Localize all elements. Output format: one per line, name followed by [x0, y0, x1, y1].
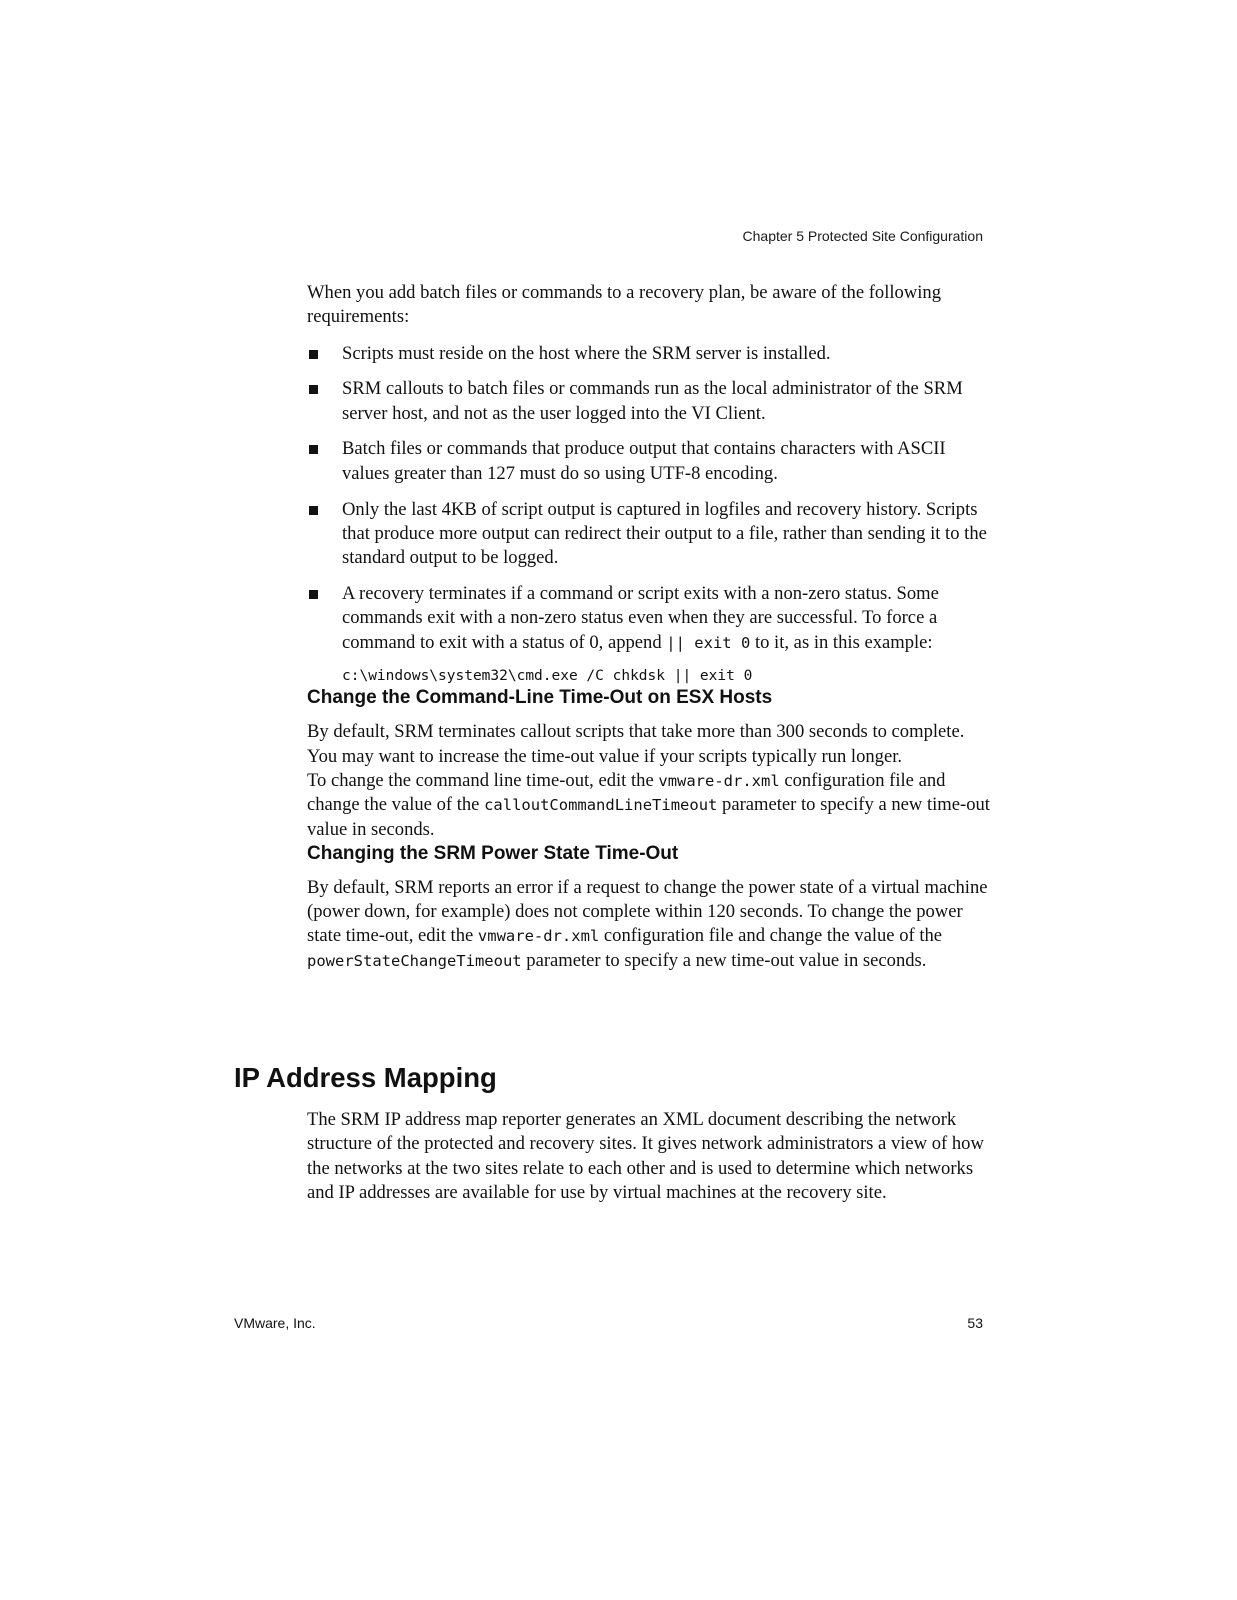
square-bullet-icon [309, 506, 318, 515]
power-paragraph [307, 876, 995, 973]
cmdline-paragraph-1: By default, SRM terminates callout scripts that take more than 300 seconds to complete. You may want to increase the time-out value if your scripts typically run longer. [307, 721, 965, 767]
list-item [307, 342, 995, 366]
list-item [307, 437, 995, 486]
cmdline-timeout-heading: Change the Command-Line Time-Out on ESX Hosts [307, 687, 773, 709]
footer-company: VMware, Inc. [234, 1315, 316, 1331]
running-header: Chapter 5 Protected Site Configuration [742, 228, 983, 244]
list-item [307, 498, 995, 571]
square-bullet-icon [309, 445, 318, 454]
inline-code: vmware-dr.xml [477, 927, 600, 946]
power-timeout-heading: Changing the SRM Power State Time-Out [307, 842, 679, 864]
inline-code: calloutCommandLineTimeout [484, 796, 718, 815]
list-item-text: to it, as in this example: [750, 631, 933, 653]
list-item [307, 377, 995, 426]
ip-mapping-heading: IP Address Mapping [234, 1062, 497, 1093]
square-bullet-icon [309, 385, 318, 394]
paragraph-text: To change the command line time-out, edit the [307, 769, 659, 791]
cmdline-paragraph-2 [307, 769, 995, 842]
code-example: c:\windows\system32\cmd.exe /C chkdsk || exit 0 [342, 668, 753, 685]
paragraph-text: parameter to specify a new time-out value in seconds. [521, 949, 927, 971]
inline-code: powerStateChangeTimeout [307, 951, 522, 970]
paragraph-text: parameter to specify a new time-out value in seconds. [307, 794, 990, 840]
inline-code: || exit 0 [666, 633, 751, 652]
list-item-text: Scripts must reside on the host where the SRM server is installed. [342, 342, 831, 364]
main-content [307, 281, 995, 973]
page-number: 53 [967, 1315, 983, 1331]
list-item [307, 582, 995, 655]
intro-paragraph: When you add batch files or commands to a recovery plan, be aware of the following requirements: [307, 282, 942, 328]
ip-mapping-section [307, 1108, 995, 1205]
ip-mapping-paragraph: The SRM IP address map reporter generates an XML document describing the network structure of the protected and recovery sites. It gives network administrators a view of how the networks at the two sites relate to each other and is used to determine which networks and IP addresses are available for use by virtual machines at the recovery site. [307, 1109, 984, 1203]
list-item-text: Batch files or commands that produce output that contains characters with ASCII values greater than 127 must do so using UTF-8 encoding. [342, 438, 946, 484]
list-item-text: SRM callouts to batch files or commands run as the local administrator of the SRM server host, and not as the user logged into the VI Client. [342, 378, 963, 424]
square-bullet-icon [309, 590, 318, 599]
paragraph-text: By default, SRM reports an error if a request to change the power state of a virtual machine (power down, for example) does not complete within 120 seconds. To change the power state time-out, edit the [307, 876, 988, 947]
list-item-text: A recovery terminates if a command or script exits with a non-zero status. Some commands exit with a non-zero status even when they are successful. To force a command to exit with a status of 0, append [342, 582, 939, 653]
list-item-text: Only the last 4KB of script output is captured in logfiles and recovery history. Scripts that produce more output can redirect their output to a file, rather than sending it to the standard output to be logged. [342, 498, 987, 569]
requirements-list [307, 342, 995, 655]
inline-code: vmware-dr.xml [658, 771, 780, 790]
square-bullet-icon [309, 350, 318, 359]
paragraph-text: configuration file and change the value of the [599, 925, 943, 947]
paragraph-text: configuration file and change the value of the [307, 769, 946, 816]
